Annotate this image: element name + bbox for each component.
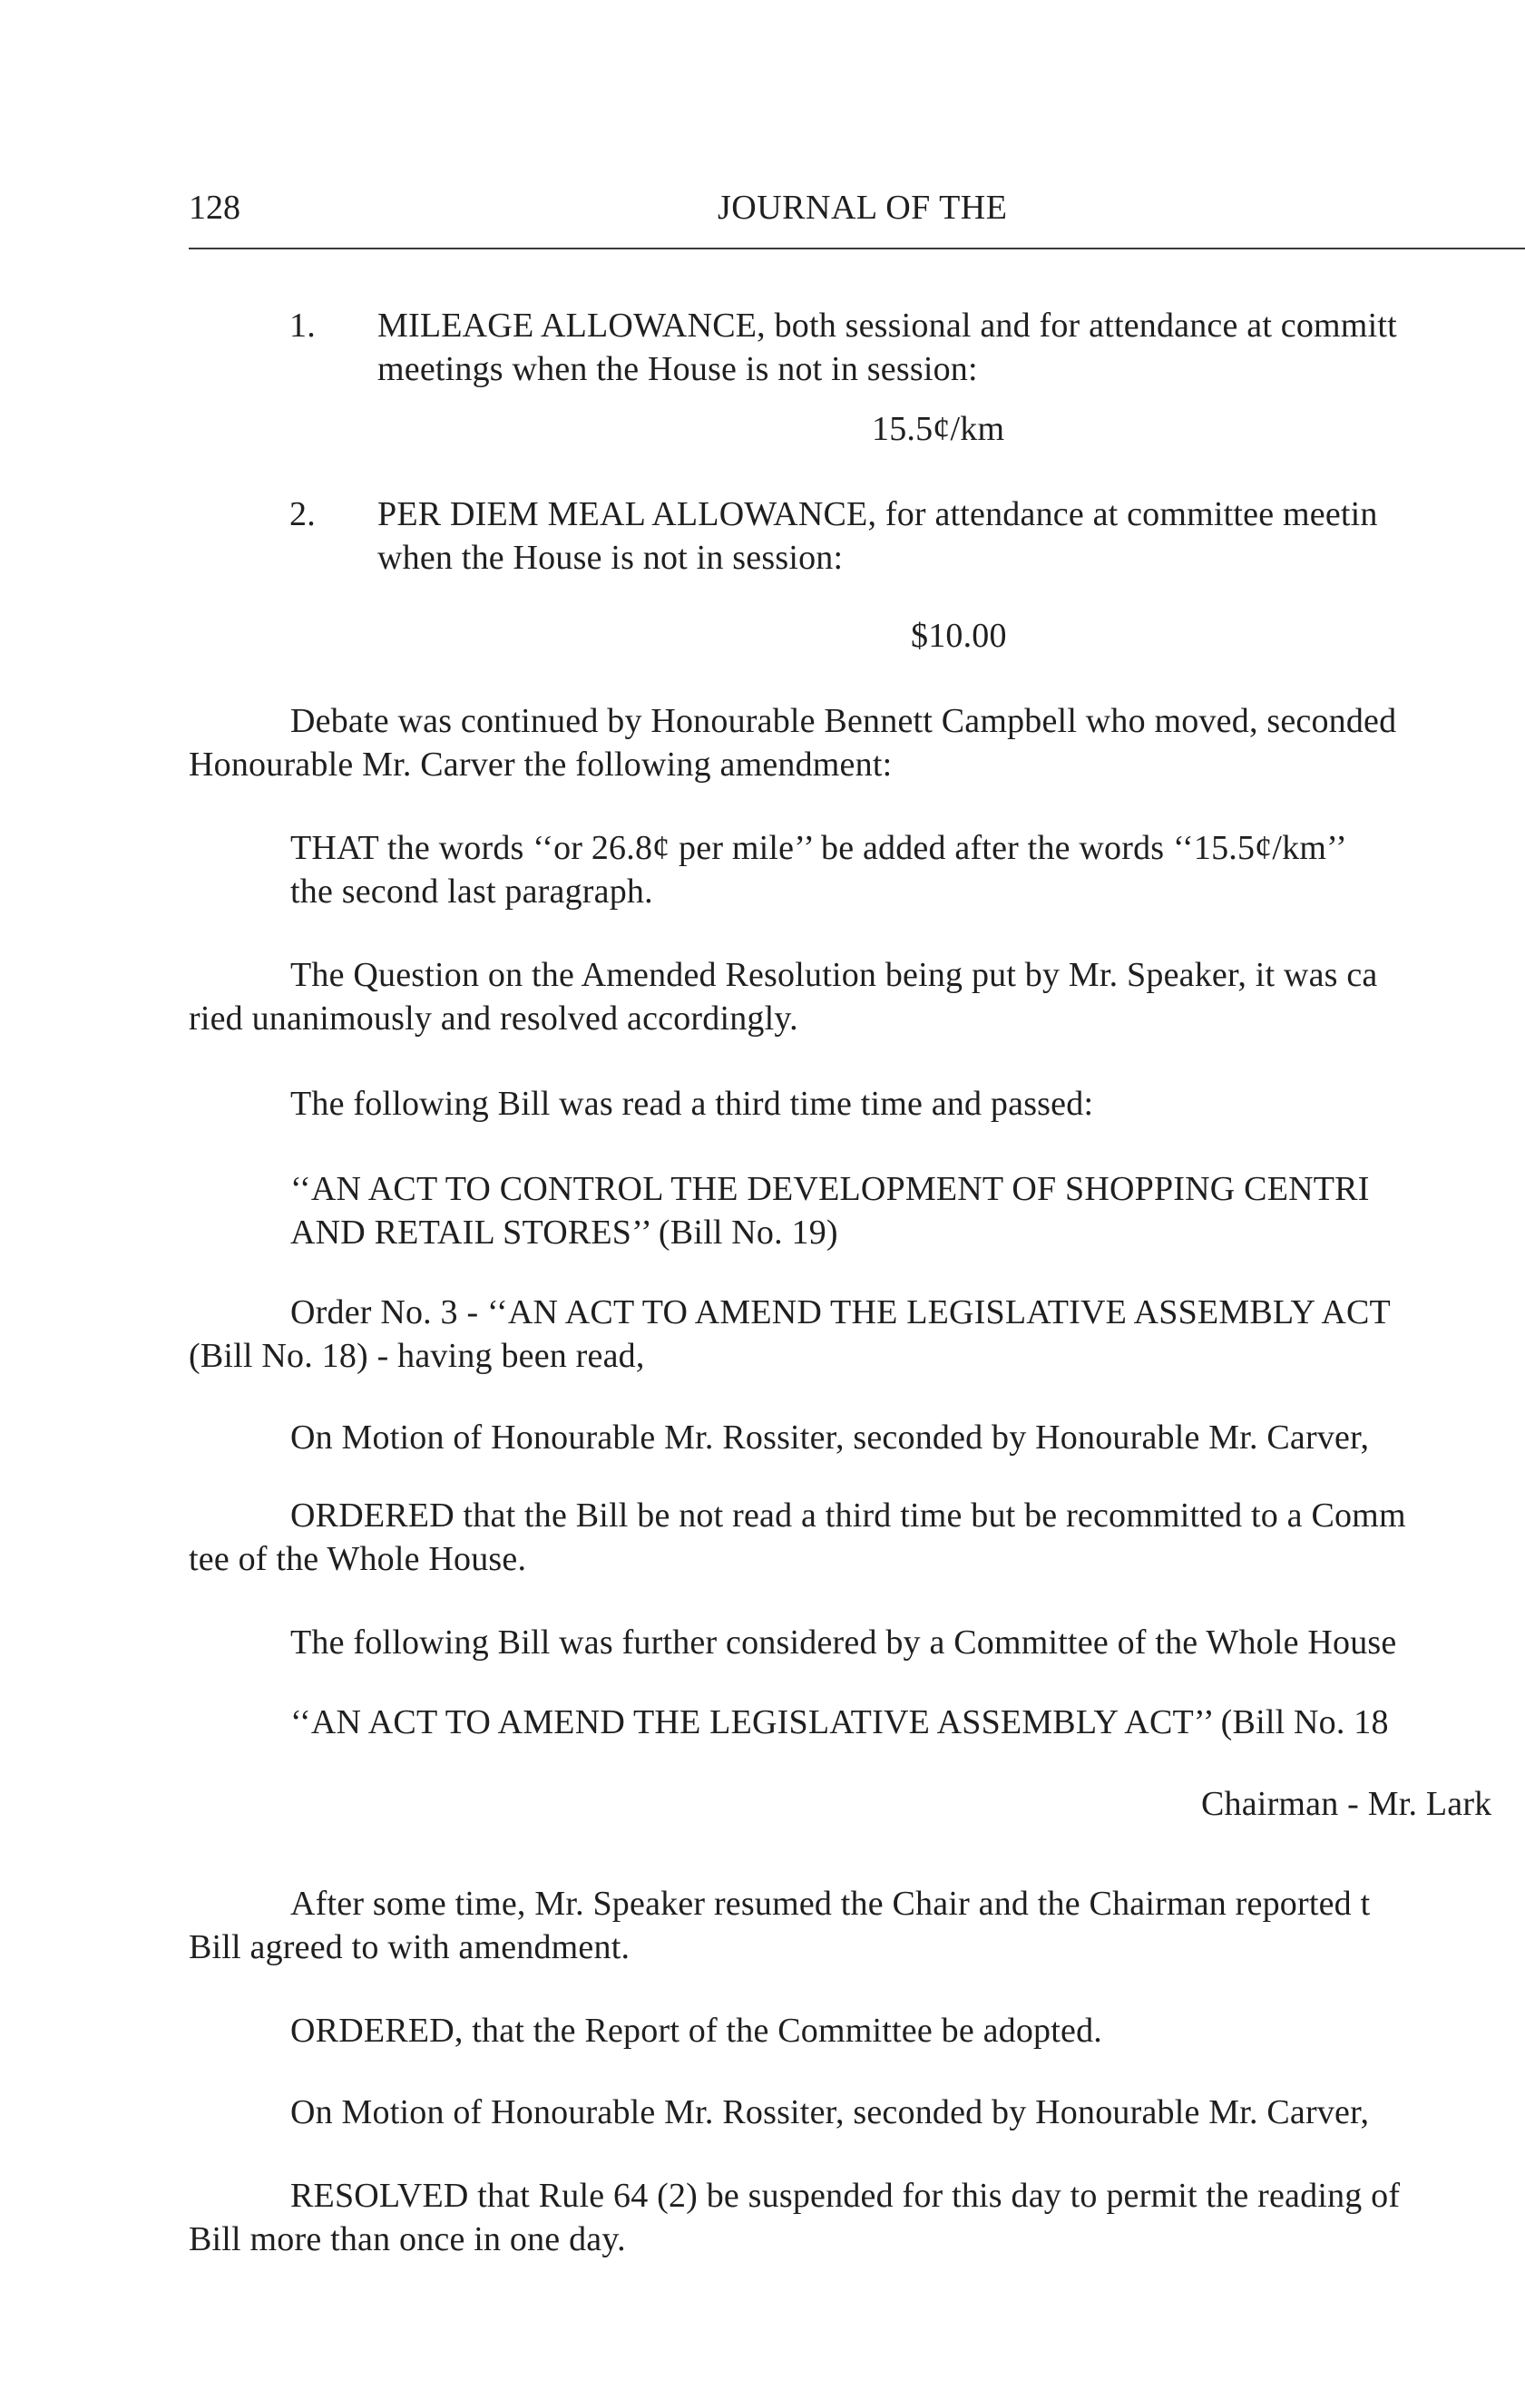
paragraph-line: ‘‘AN ACT TO AMEND THE LEGISLATIVE ASSEMBLY ACT’’ (Bill No. 18: [290, 1703, 1389, 1741]
paragraph-line: Order No. 3 - ‘‘AN ACT TO AMEND THE LEGISLATIVE ASSEMBLY ACT: [290, 1293, 1391, 1331]
item-amount: $10.00: [911, 617, 1007, 655]
paragraph-line: THAT the words ‘‘or 26.8¢ per mile’’ be added after the words ‘‘15.5¢/km’’: [290, 829, 1347, 867]
item-number: 2.: [289, 495, 316, 533]
item-amount: 15.5¢/km: [872, 410, 1005, 448]
paragraph-line: After some time, Mr. Speaker resumed the Chair and the Chairman reported t: [290, 1885, 1371, 1923]
page-header-title: JOURNAL OF THE: [718, 189, 1008, 227]
paragraph-line: Bill agreed to with amendment.: [189, 1928, 631, 1966]
paragraph-line: the second last paragraph.: [290, 873, 653, 911]
paragraph-line: ‘‘AN ACT TO CONTROL THE DEVELOPMENT OF SHOPPING CENTRI: [290, 1170, 1370, 1208]
paragraph-line: (Bill No. 18) - having been read,: [189, 1337, 645, 1375]
paragraph-line: tee of the Whole House.: [189, 1540, 527, 1578]
paragraph-line: ORDERED, that the Report of the Committee be adopted.: [290, 2012, 1102, 2050]
item-text-line: meetings when the House is not in session:: [377, 350, 978, 388]
item-number: 1.: [289, 307, 316, 345]
paragraph-line: The following Bill was read a third time time and passed:: [290, 1085, 1094, 1123]
paragraph-line: ried unanimously and resolved accordingly.: [189, 999, 798, 1038]
item-text-line: when the House is not in session:: [377, 539, 844, 577]
paragraph-line: The Question on the Amended Resolution being put by Mr. Speaker, it was ca: [290, 956, 1378, 994]
paragraph-line: On Motion of Honourable Mr. Rossiter, seconded by Honourable Mr. Carver,: [290, 2093, 1370, 2131]
header-rule: [189, 248, 1525, 249]
paragraph-line: Bill more than once in one day.: [189, 2220, 626, 2258]
item-text-line: MILEAGE ALLOWANCE, both sessional and for attendance at committ: [377, 307, 1397, 345]
paragraph-line: AND RETAIL STORES’’ (Bill No. 19): [290, 1214, 838, 1252]
paragraph-line: Debate was continued by Honourable Bennett Campbell who moved, seconded: [290, 702, 1397, 740]
paragraph-line: The following Bill was further considered by a Committee of the Whole House: [290, 1623, 1397, 1662]
paragraph-line: Honourable Mr. Carver the following amendment:: [189, 746, 893, 784]
page-number: 128: [189, 189, 240, 227]
paragraph-line: On Motion of Honourable Mr. Rossiter, seconded by Honourable Mr. Carver,: [290, 1418, 1370, 1457]
chairman-line: Chairman - Mr. Lark: [1201, 1785, 1492, 1823]
paragraph-line: ORDERED that the Bill be not read a third time but be recommitted to a Comm: [290, 1496, 1406, 1535]
item-text-line: PER DIEM MEAL ALLOWANCE, for attendance at committee meetin: [377, 495, 1378, 533]
paragraph-line: RESOLVED that Rule 64 (2) be suspended for this day to permit the reading of: [290, 2177, 1401, 2215]
